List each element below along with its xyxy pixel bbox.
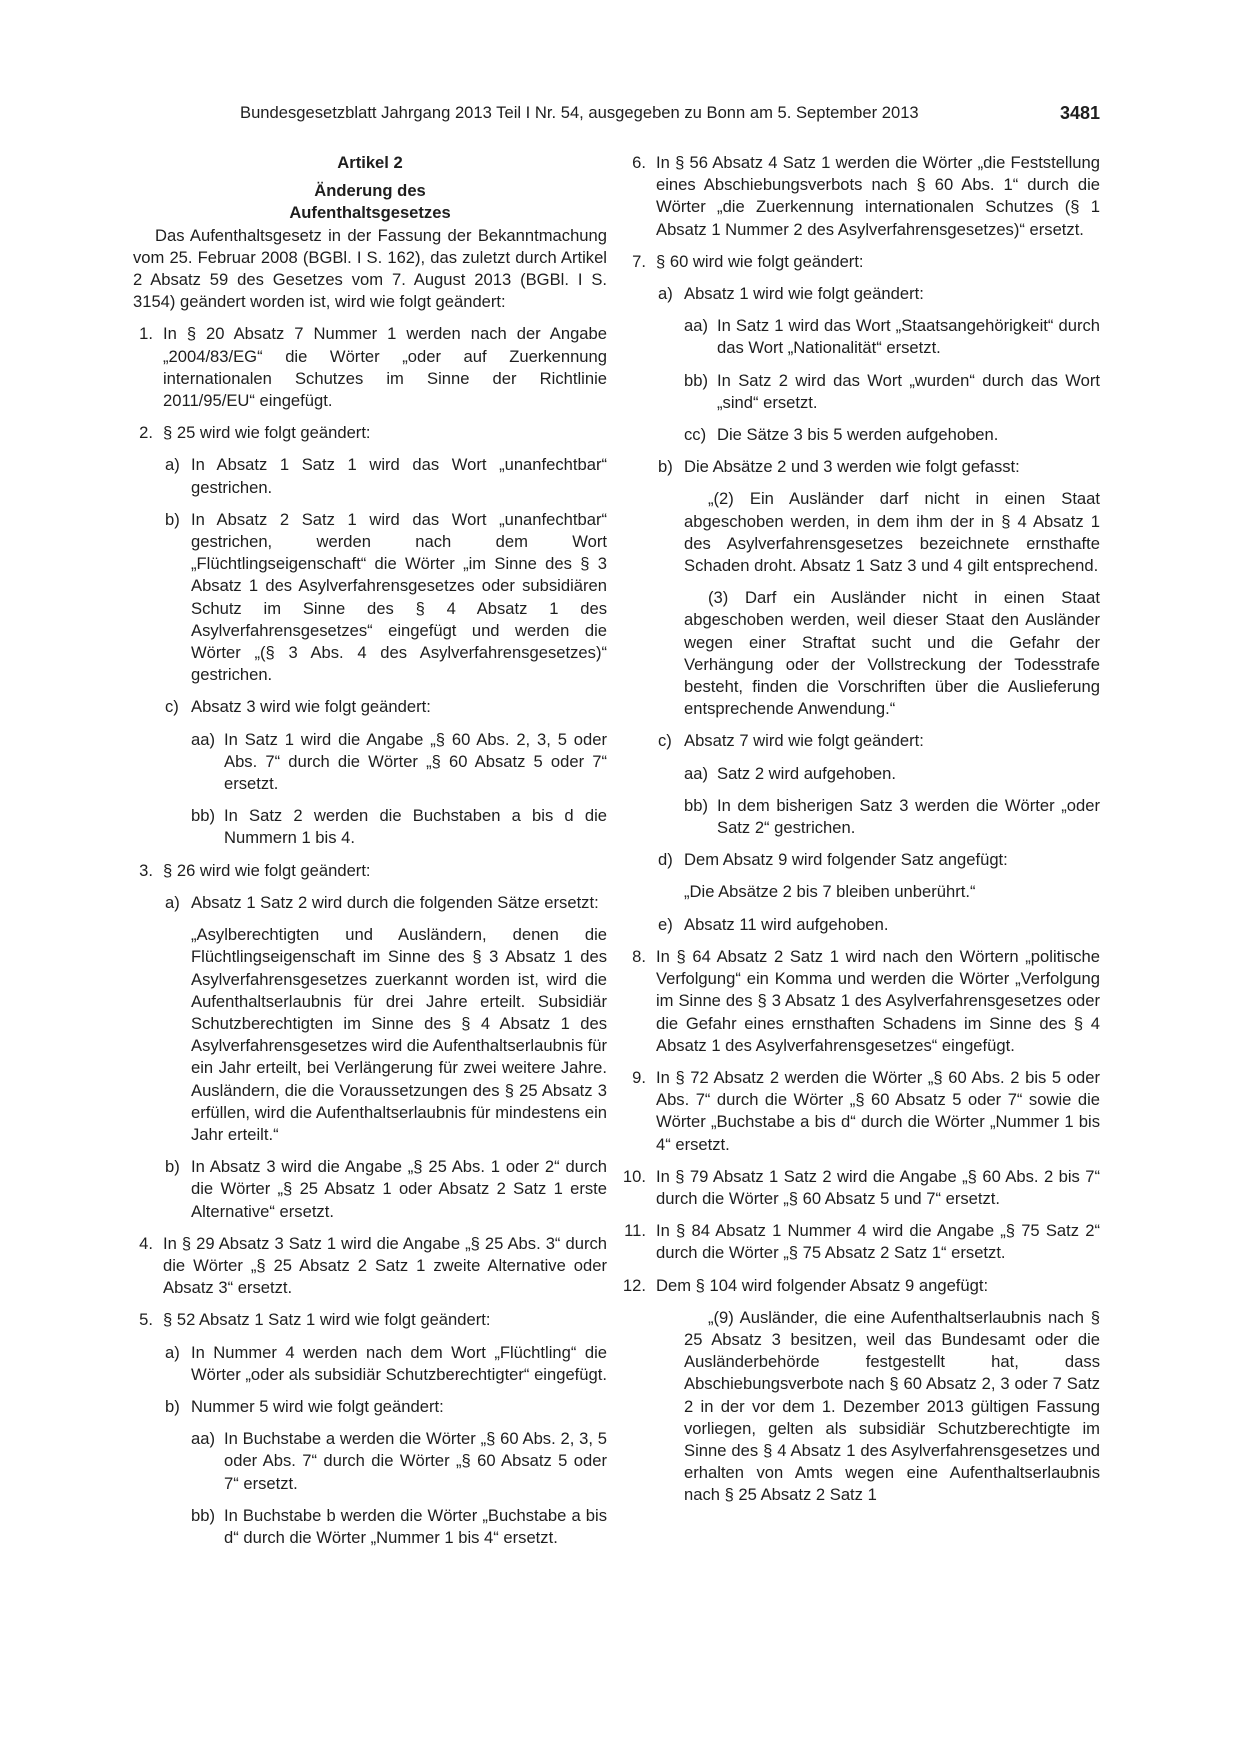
item-text: In § 72 Absatz 2 werden die Wörter „§ 60 Abs. 2 bis 5 oder Abs. 7“ durch die Wörter „§ 60 Absatz 5 oder 7“ sowie die Wörter „Buchstabe a bis d“ durch die Wörter „Nummer 1 bis 4“ ersetzt. <box>656 1067 1100 1154</box>
list-item <box>626 763 1100 785</box>
item-label: b) <box>165 509 180 529</box>
item-label: bb) <box>191 806 215 826</box>
list-item <box>626 152 1100 241</box>
item-label: cc) <box>684 425 707 445</box>
item-text: In § 64 Absatz 2 Satz 1 wird nach den Wörtern „politische Verfolgung“ ein Komma und werden die Wörter „Verfolgung im Sinne des § 3 Absatz 1 des Asylverfahrensgesetzes oder die Gefahr eines ernsthaften Schadens im Sinne des § 4 Absatz 1 des Asylverfahrensgesetzes“ eingefügt. <box>656 946 1100 1055</box>
item-text: Dem Absatz 9 wird folgender Satz angefügt: <box>684 850 1008 870</box>
list-item <box>626 370 1100 414</box>
item-label: 2. <box>139 423 153 443</box>
item-text: In § 84 Absatz 1 Nummer 4 wird die Angabe „§ 75 Satz 2“ durch die Wörter „§ 75 Absatz 2 Satz 1“ ersetzt. <box>656 1221 1100 1263</box>
item-label: aa) <box>684 763 708 783</box>
article-title-line-1: Änderung des <box>314 181 426 201</box>
item-label: 12. <box>622 1275 646 1295</box>
quoted-text <box>133 924 607 1146</box>
item-label: aa) <box>191 729 215 749</box>
item-label: d) <box>658 850 673 870</box>
item-text: In Absatz 2 Satz 1 wird das Wort „unanfechtbar“ gestrichen, werden nach dem Wort „Flüchtlingseigenschaft“ die Wörter „im Sinne des § 3 Absatz 1 des Asylverfahrensgesetzes oder subsidiären Schutz im Sinne des § 4 Absatz 1 des Asylverfahrensgesetzes“ eingefügt und werden die Wörter „(§ 3 Abs. 4 des Asylverfahrensgesetzes)“ gestrichen. <box>191 509 607 685</box>
list-item <box>133 729 607 796</box>
list-item <box>133 1309 607 1331</box>
page-header <box>240 100 1100 126</box>
list-item <box>622 1166 1100 1210</box>
list-item <box>626 424 1100 446</box>
item-text: Satz 2 wird aufgehoben. <box>717 763 896 783</box>
list-item <box>133 454 607 498</box>
list-item <box>133 323 607 412</box>
item-text: In Absatz 3 wird die Angabe „§ 25 Abs. 1 oder 2“ durch die Wörter „§ 25 Absatz 1 oder Absatz 2 Satz 1 erste Alternative“ ersetzt. <box>191 1157 607 1221</box>
list-item <box>622 1275 1100 1297</box>
item-text: § 52 Absatz 1 Satz 1 wird wie folgt geändert: <box>163 1310 491 1330</box>
intro-paragraph: Das Aufenthaltsgesetz in der Fassung der Bekanntmachung vom 25. Februar 2008 (BGBl. I S. 162), das zuletzt durch Artikel 2 Absatz 59 des Gesetzes vom 7. August 2013 (BGBl. I S. 3154) geändert worden ist, wird wie folgt geändert: <box>133 225 607 312</box>
item-text: In Satz 1 wird die Angabe „§ 60 Abs. 2, 3, 5 oder Abs. 7“ durch die Wörter „§ 60 Absatz 5 oder 7“ ersetzt. <box>224 729 607 794</box>
item-label: 1. <box>139 324 153 344</box>
item-text: In Satz 2 wird das Wort „wurden“ durch das Wort „sind“ ersetzt. <box>717 370 1100 412</box>
item-label: b) <box>165 1157 180 1177</box>
item-label: bb) <box>684 795 708 815</box>
item-text: In Nummer 4 werden nach dem Wort „Flüchtling“ die Wörter „oder als subsidiär Schutzberechtigter“ eingefügt. <box>191 1342 607 1384</box>
item-text: Dem § 104 wird folgender Absatz 9 angefügt: <box>656 1275 989 1295</box>
item-label: 6. <box>632 153 646 172</box>
list-item <box>133 805 607 849</box>
item-label: aa) <box>684 316 708 336</box>
item-label: a) <box>165 892 180 912</box>
list-item <box>133 1342 607 1386</box>
right-column <box>622 152 1100 1507</box>
item-label: b) <box>165 1396 180 1416</box>
item-text: Absatz 3 wird wie folgt geändert: <box>191 697 431 717</box>
item-text: In § 20 Absatz 7 Nummer 1 werden nach der Angabe „2004/83/EG“ die Wörter „oder auf Zuerkennung internationalen Schutzes im Sinne der Richtlinie 2011/95/EU“ eingefügt. <box>163 324 607 411</box>
list-item <box>133 1396 607 1418</box>
list-item <box>133 509 607 687</box>
list-item <box>133 422 607 444</box>
item-text: In § 29 Absatz 3 Satz 1 wird die Angabe „§ 25 Abs. 3“ durch die Wörter „§ 25 Absatz 2 Satz 1 zweite Alternative oder Absatz 3“ ersetzt. <box>163 1233 607 1298</box>
item-text: Absatz 1 wird wie folgt geändert: <box>684 284 924 304</box>
item-text: Die Sätze 3 bis 5 werden aufgehoben. <box>717 425 999 445</box>
item-text: In Satz 1 wird das Wort „Staatsangehörigkeit“ durch das Wort „Nationalität“ ersetzt. <box>717 316 1100 358</box>
item-text: „(2) Ein Ausländer darf nicht in einen Staat abgeschoben werden, in dem ihm der in § 4 Absatz 1 des Asylverfahrensgesetzes bezeichnete ernsthafte Schaden droht. Absatz 1 Satz 3 und 4 gilt entsprechend. <box>684 489 1100 576</box>
item-label: e) <box>658 914 673 934</box>
item-label: a) <box>165 455 180 475</box>
right-item-list <box>622 152 1100 1507</box>
item-text: Absatz 7 wird wie folgt geändert: <box>684 731 924 751</box>
list-item <box>133 1428 607 1495</box>
item-label: a) <box>658 284 673 304</box>
item-text: In § 56 Absatz 4 Satz 1 werden die Wörter „die Feststellung eines Abschiebungsverbots nach § 60 Abs. 1“ durch die Wörter „die Zuerkennung internationalen Schutzes (§ 1 Absatz 1 Nummer 2 des Asylverfahrensgesetzes)“ ersetzt. <box>656 153 1100 239</box>
list-item <box>133 1156 607 1223</box>
quoted-text <box>626 488 1100 577</box>
quoted-text <box>626 881 1100 903</box>
item-label: 4. <box>139 1233 153 1253</box>
item-label: aa) <box>191 1429 215 1449</box>
article-heading: Artikel 2 <box>337 153 403 172</box>
item-text: „Die Absätze 2 bis 7 bleiben unberührt.“ <box>684 882 976 902</box>
item-text: In Buchstabe b werden die Wörter „Buchstabe a bis d“ durch die Wörter „Nummer 1 bis 4“ ersetzt. <box>224 1505 607 1547</box>
list-item <box>626 849 1100 871</box>
item-text: Absatz 11 wird aufgehoben. <box>684 914 889 934</box>
item-text: „Asylberechtigten und Ausländern, denen die Flüchtlingseigenschaft im Sinne des § 3 Absatz 1 des Asylverfahrensgesetzes zuerkannt worden ist, wird die Aufenthaltserlaubnis für drei Jahre erteilt. Subsidiär Schutzberechtigten im Sinne des § 4 Absatz 1 des Asylverfahrensgesetzes wird die Aufenthaltserlaubnis für ein Jahr erteilt, bei Verlängerung für zwei weitere Jahre. Ausländern, die die Voraussetzungen des § 25 Absatz 3 erfüllen, wird die Aufenthaltserlaubnis für mindestens ein Jahr erteilt.“ <box>191 925 607 1144</box>
item-text: In dem bisherigen Satz 3 werden die Wörter „oder Satz 2“ gestrichen. <box>717 795 1100 838</box>
quoted-text <box>626 587 1100 720</box>
list-item <box>626 795 1100 839</box>
list-item <box>626 283 1100 305</box>
item-text: Nummer 5 wird wie folgt geändert: <box>191 1396 444 1416</box>
item-text: Die Absätze 2 und 3 werden wie folgt gefasst: <box>684 457 1020 477</box>
left-item-list <box>133 323 607 1549</box>
list-item <box>626 946 1100 1057</box>
item-label: 3. <box>139 860 153 880</box>
item-label: bb) <box>684 370 708 390</box>
item-text: In Satz 2 werden die Buchstaben a bis d die Nummern 1 bis 4. <box>224 806 607 848</box>
item-label: c) <box>165 697 179 717</box>
list-item <box>626 730 1100 752</box>
item-text: Absatz 1 Satz 2 wird durch die folgenden Sätze ersetzt: <box>191 892 599 912</box>
item-label: bb) <box>191 1505 215 1525</box>
item-label: c) <box>658 731 672 751</box>
list-item <box>626 251 1100 273</box>
item-label: 9. <box>632 1067 646 1087</box>
item-label: a) <box>165 1342 180 1362</box>
header-title: Bundesgesetzblatt Jahrgang 2013 Teil I Nr. 54, ausgegeben zu Bonn am 5. September 2013 <box>240 103 919 122</box>
list-item <box>626 1220 1100 1264</box>
list-item <box>626 1067 1100 1156</box>
item-label: 7. <box>632 251 646 271</box>
item-text: In Absatz 1 Satz 1 wird das Wort „unanfechtbar“ gestrichen. <box>191 455 607 497</box>
item-label: 5. <box>139 1310 153 1330</box>
page-number: 3481 <box>1059 103 1100 123</box>
list-item <box>133 1505 607 1549</box>
item-text: In § 79 Absatz 1 Satz 2 wird die Angabe „§ 60 Abs. 2 bis 7“ durch die Wörter „§ 60 Absatz 5 und 7“ ersetzt. <box>656 1166 1100 1208</box>
item-text: § 60 wird wie folgt geändert: <box>656 251 864 271</box>
list-item <box>626 315 1100 359</box>
list-item <box>133 1233 607 1300</box>
list-item <box>626 456 1100 478</box>
list-item <box>133 892 607 914</box>
list-item <box>133 860 607 882</box>
quoted-text <box>626 1307 1100 1507</box>
item-label: 11. <box>624 1221 646 1241</box>
item-text: § 25 wird wie folgt geändert: <box>163 423 371 443</box>
article-title-line-2: Aufenthaltsgesetzes <box>289 203 451 223</box>
list-item <box>626 914 1100 936</box>
item-text: § 26 wird wie folgt geändert: <box>163 860 371 880</box>
item-label: 8. <box>632 946 646 966</box>
item-text: „(9) Ausländer, die eine Aufenthaltserlaubnis nach § 25 Absatz 3 besitzen, weil das Bundesamt oder die Ausländerbehörde festgestellt hat, dass Abschiebungsverbote nach § 60 Absatz 2, 3 oder 7 Satz 2 in der vor dem 1. Dezember 2013 gültigen Fassung vorliegen, gelten als subsidiär Schutzberechtigte im Sinne des § 4 Absatz 1 des Asylverfahrensgesetzes und erhalten von Amts wegen eine Aufenthaltserlaubnis nach § 25 Absatz 2 Satz 1 <box>684 1307 1100 1505</box>
left-column <box>133 152 607 1549</box>
item-text: (3) Darf ein Ausländer nicht in einen Staat abgeschoben werden, weil dieser Staat den Ausländer wegen einer Straftat sucht und die Gefahr der Verhängung oder der Vollstreckung der Todesstrafe besteht, finden die Vorschriften über die Auslieferung entsprechende Anwendung.“ <box>684 588 1100 719</box>
item-text: In Buchstabe a werden die Wörter „§ 60 Abs. 2, 3, 5 oder Abs. 7“ durch die Wörter „§ 60 Absatz 5 oder 7“ ersetzt. <box>224 1429 607 1493</box>
list-item <box>133 696 607 718</box>
item-label: 10. <box>622 1166 646 1186</box>
item-label: b) <box>658 457 673 477</box>
